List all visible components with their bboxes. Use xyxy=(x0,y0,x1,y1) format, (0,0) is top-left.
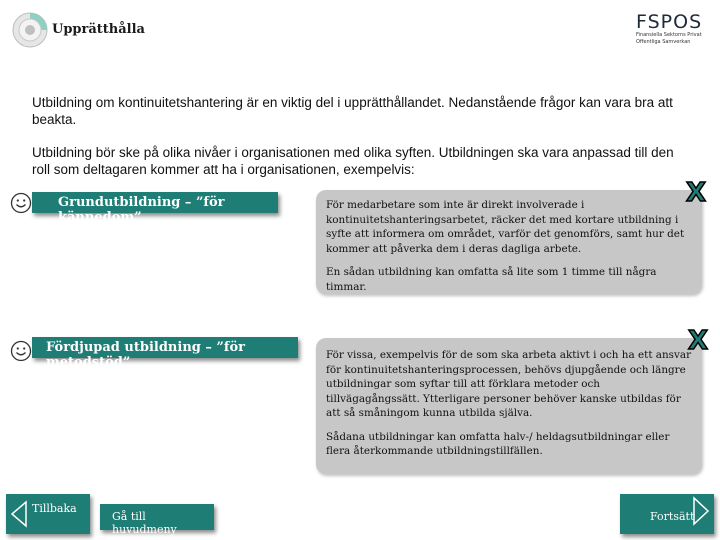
card-text: Sådana utbildningar kan omfatta halv-/ heldagsutbildningar eller flera återkommande utbildningstillfällen. xyxy=(326,430,670,457)
arrow-right-icon xyxy=(692,496,710,526)
card-text: En sådan utbildning kan omfatta så lite som 1 timme till några timmar. xyxy=(326,266,657,293)
next-label: Fortsätt xyxy=(650,510,695,523)
arrow-left-icon xyxy=(10,500,28,528)
intro-paragraph-2: Utbildning bör ske på olika nivåer i organisationen med olika syften. Utbildningen ska vara anpassad till den roll som deltagaren kommer att ha i organisationen, exempelvis: xyxy=(32,145,674,177)
next-button[interactable] xyxy=(620,494,714,534)
tab-grundutbildning[interactable]: Grundutbildning – ”för kännedom” xyxy=(32,192,278,213)
info-card-fordjupad xyxy=(316,338,702,474)
smiley-icon xyxy=(10,340,32,362)
brand-logo xyxy=(636,12,708,46)
page-title: Upprätthålla xyxy=(52,22,145,37)
close-icon[interactable]: X xyxy=(686,178,707,208)
info-card-grundutbildning xyxy=(316,190,702,294)
main-menu-button[interactable]: Gå till huvudmeny xyxy=(100,504,214,530)
smiley-icon xyxy=(10,192,32,214)
close-icon[interactable]: X xyxy=(688,326,709,356)
brand-name: FSPOS xyxy=(636,11,703,33)
card-text: För medarbetare som inte är direkt involverade i kontinuitetshanteringsarbetet, räcker det med kortare utbildning i syfte att informera om området, varför det genomförs, samt hur det kommer att påverka dem i deras dagliga arbete. xyxy=(326,199,685,255)
intro-paragraph-1: Utbildning om kontinuitetshantering är en viktig del i upprätthållandet. Nedanstående frågor kan vara bra att beakta. xyxy=(32,95,673,127)
card-text: För vissa, exempelvis för de som ska arbeta aktivt i och ha ett ansvar för kontinuitetshanteringsprocessen, behövs djupgående och längre utbildningar som syftar till att förklara metoder och tillvägagångssätt. Ytterligare personer behöver kanske utbildas för att så småningom kunna utbilda själva. xyxy=(326,349,692,419)
brand-line-2: Offentliga Samverkan xyxy=(636,39,691,45)
tab-fordjupad-utbildning[interactable]: Fördjupad utbildning – ”för metodstöd” xyxy=(32,337,298,358)
back-button[interactable] xyxy=(6,494,90,534)
logo-icon xyxy=(12,12,48,48)
back-label: Tillbaka xyxy=(32,502,77,515)
brand-line-1: Finansiella Sektorns Privat xyxy=(636,32,702,38)
